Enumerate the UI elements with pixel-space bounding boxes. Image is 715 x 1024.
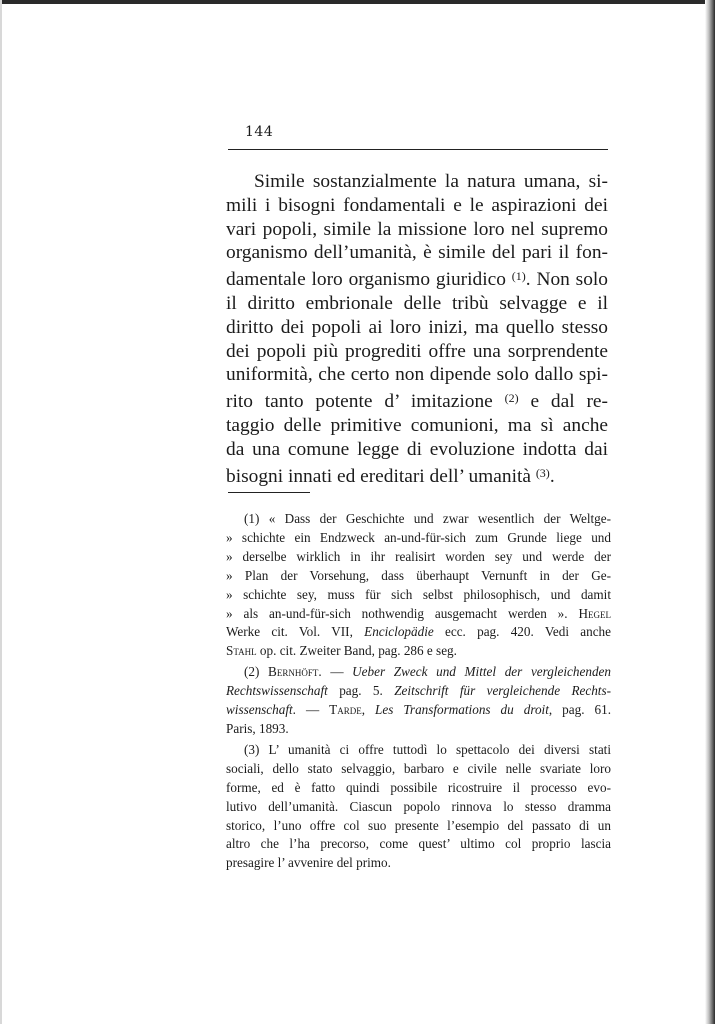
body-text-fragment: rito tanto potente d’ imitazione <box>226 391 493 413</box>
footnote-text: , pag. 61. <box>548 702 612 718</box>
footnote-1-line <box>226 642 611 661</box>
page-number: 144 <box>245 124 274 140</box>
footnotes <box>226 510 611 873</box>
body-line: mili i bisogni fondamentali e le aspirazioni dei <box>226 194 608 216</box>
body-line: organismo dell’umanità, è simile del pari il fon- <box>226 242 608 264</box>
footnote-3-line: storico, l’uno offre col suo presente l’esempio del passato di un <box>226 817 611 833</box>
footnote-1-line: » schichte sey, muss für sich selbst philosophisch, und damit <box>226 586 611 602</box>
footnote-3-line: sociali, dello stato selvaggio, barbaro e civile nelle svariate loro <box>226 760 611 776</box>
work-title: wissenschaft <box>226 702 293 718</box>
footnote-ref-3: (3) <box>535 465 550 480</box>
body-text-fragment: bisogni innati ed ereditari dell’ umanità <box>226 465 531 487</box>
work-title: Zeitschrift für vergleichende Rechts- <box>394 683 611 699</box>
footnote-text: — <box>321 664 353 680</box>
footnote-label: (2) <box>244 664 260 680</box>
author-tarde: Tarde <box>329 702 362 718</box>
footnote-1-line: » derselbe wirklich in ihr realisirt worden sey und werde der <box>226 548 611 564</box>
footnote-1-line <box>226 623 611 642</box>
body-line: Simile sostanzialmente la natura umana, si- <box>254 171 608 192</box>
footnote-rule <box>228 492 310 493</box>
footnote-1-line <box>226 605 611 624</box>
body-text-fragment: . Non solo <box>525 269 608 291</box>
header-rule <box>228 149 608 150</box>
footnote-1-line: » schichte ein Endzweck an-und-für-sich zum Grunde liege und <box>226 529 611 545</box>
footnote-ref-2: (2) <box>504 391 519 406</box>
footnote-3-line: presagire l’ avvenire del primo. <box>226 855 391 871</box>
footnote-3-line: altro che l’ha precorso, come quest’ ultimo col proprio lascia <box>226 836 611 852</box>
footnote-ref-1: (1) <box>511 269 526 284</box>
footnote-text: Werke cit. Vol. VII, <box>226 624 353 640</box>
body-line: vari popoli, simile la missione loro nel supremo <box>226 218 608 240</box>
body-line: diritto dei popoli ai loro inizi, ma quello stesso <box>226 316 608 338</box>
body-text-fragment: e dal re- <box>518 391 608 413</box>
work-title: Enciclopädie <box>364 624 434 640</box>
work-title: Les Transformations du droit <box>375 702 549 718</box>
footnote-text: ecc. pag. 420. Vedi anche <box>433 624 611 640</box>
author-bernhoft: Bernhöft. <box>268 664 322 680</box>
body-line: dei popoli più progrediti offre una sorprendente <box>226 340 608 362</box>
scan-top-edge <box>0 0 715 4</box>
footnote-text: pag. 5. <box>327 683 395 699</box>
work-title: Rechtswissenschaft <box>226 683 328 699</box>
author-stahl: Stahl <box>226 643 257 659</box>
footnote-2-line <box>226 663 611 682</box>
footnote-1-line: (1) « Dass der Geschichte und zwar wesentlich der Weltge- <box>244 511 611 526</box>
work-title: Ueber Zweck und Mittel der vergleichenden <box>352 664 611 680</box>
footnote-text: . — <box>292 702 330 718</box>
scan-left-edge <box>0 0 2 1024</box>
footnote-3-line: forme, ed è fatto quindi possibile ricostruire il processo evo- <box>226 779 611 795</box>
body-line: uniformità, che certo non dipende solo dallo spi- <box>226 364 608 386</box>
body-paragraph <box>226 170 608 488</box>
footnote-2-line <box>226 682 611 701</box>
body-text-fragment: damentale loro organismo giuridico <box>226 269 506 291</box>
body-text-fragment: . <box>549 465 555 487</box>
footnote-text: op. cit. Zweiter Band, pag. 286 e seg. <box>259 643 457 659</box>
footnote-2-line <box>226 701 611 720</box>
body-line <box>226 462 608 489</box>
footnote-text: , <box>361 702 376 718</box>
author-hegel: Hegel <box>578 605 612 621</box>
footnote-3-line: lutivo dell’umanità. Ciascun popolo rinnova lo stesso dramma <box>226 798 611 814</box>
footnote-text: » als an-und-für-sich nothwendig ausgemacht werden ». <box>226 605 568 621</box>
footnote-2-line: Paris, 1893. <box>226 720 289 736</box>
footnote-1-line: » Plan der Vorsehung, dass überhaupt Vernunft in der Ge- <box>226 567 611 583</box>
body-line <box>226 265 608 292</box>
footnote-3-line: (3) L’ umanità ci offre tuttodì lo spettacolo dei diversi stati <box>244 741 611 757</box>
body-line: taggio delle primitive comunioni, ma sì anche <box>226 414 608 436</box>
scan-binding-edge <box>705 0 715 1024</box>
body-line: da una comune legge di evoluzione indotta dai <box>226 438 608 460</box>
body-line <box>226 387 608 414</box>
body-line: il diritto embrionale delle tribù selvagge e il <box>226 292 608 314</box>
